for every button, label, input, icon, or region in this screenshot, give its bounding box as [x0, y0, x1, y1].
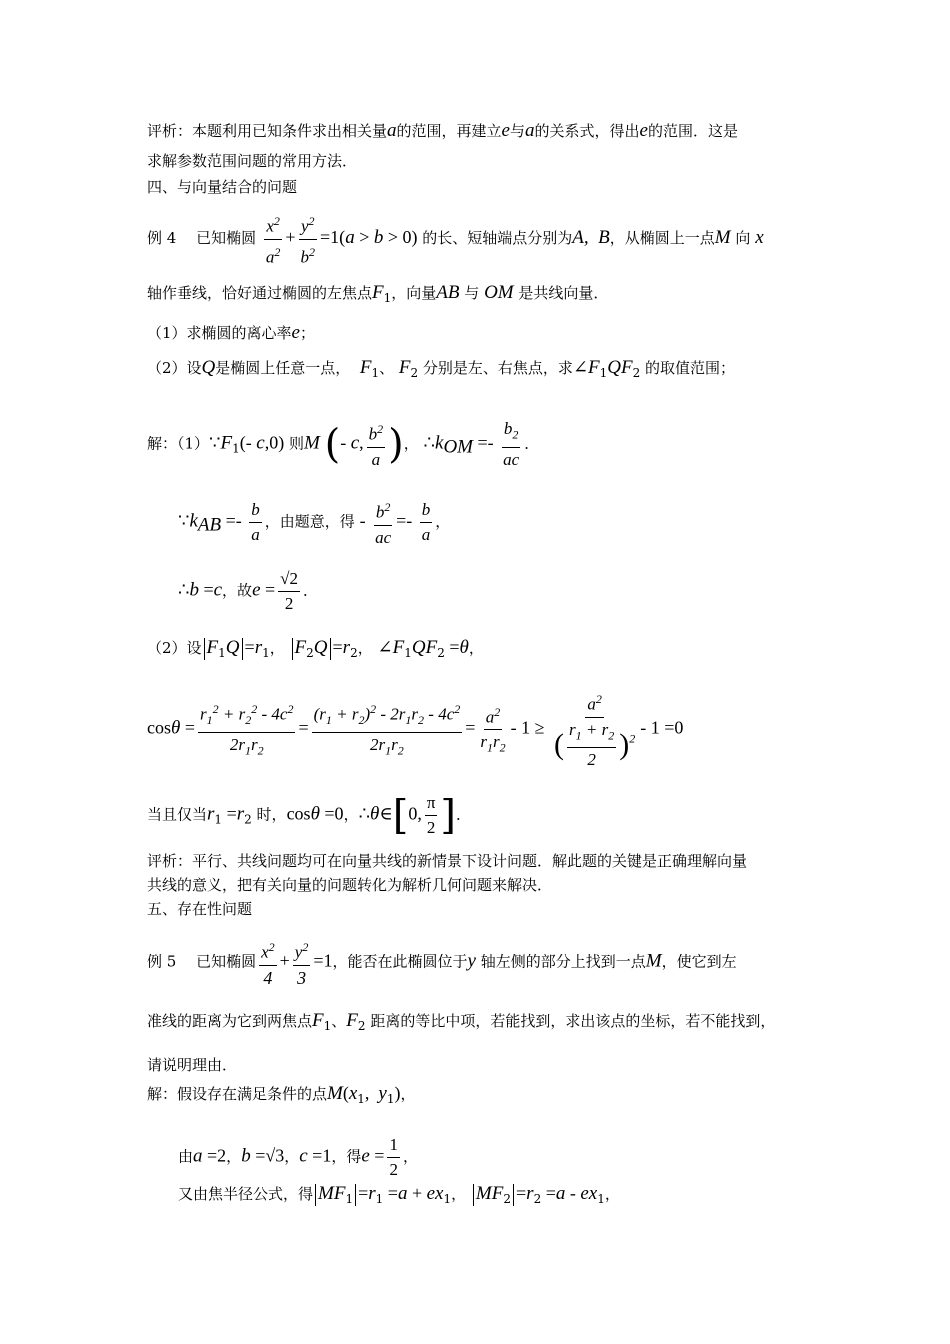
solution-5-line-3: 又由焦半径公式，得 $MF_1 =r_1 =a + ex_1$， $MF_2 =r_2 =a - ex_1$，	[178, 1183, 620, 1206]
example-5-line-2: 准线的距离为它到两焦点$F_1$、$F_2$ 距离的等比中项，若能找到，求出该点的坐标，若不能找到，	[147, 1010, 776, 1033]
solution-5-line-1: 解：假设存在满足条件的点$M(x_1$, $y_1$)，	[147, 1083, 416, 1106]
example-4-line-2: 轴作垂线，恰好通过椭圆的左焦点$F_1$，向量AB 与 OM 是共线向量．	[147, 282, 609, 305]
solution-1-line-1: 解：$(1)\because F_1(-$ c,0) 则M (- c, $\frac{b^2}{a}$ )， $\therefore k_{OM}$ =- $\frac{b_2}{ac}$ ．	[147, 419, 540, 469]
solution-5-line-2: 由a =2，b =√3，c =1，得e = $\frac{1}{2}$ ，	[178, 1135, 418, 1179]
comment-2-line-1: 评析：平行、共线问题均可在向量共线的新情景下设计问题．解此题的关键是正确理解向量	[147, 852, 748, 870]
solution-1-line-3: ∴b =c，故e = $\frac{√2}{2}$ ．	[178, 569, 319, 613]
comment-line-2: 求解参数范围问题的常用方法．	[147, 152, 358, 170]
solution-2-line-1: （2）设 $F_1Q =r_1$， $F_2Q =r_2$， $\angle F_1QF_2 =\theta$，	[147, 637, 484, 660]
question-2: （2）设Q是椭圆上任意一点， $F_1$、 $F_2$ 分别是左、右焦点，求$\angle F_1QF_2$ 的取值范围；	[147, 357, 736, 380]
example-5-line-1: 例 5 已知椭圆 $\frac{x^2}{4}$ + $\frac{y^2}{3}$ =1，能否在此椭圆位于y 轴左侧的部分上找到一点M，使它到左	[147, 936, 737, 989]
solution-1-line-2: $\because k_{AB}$ =- $\frac{b}{a}$ ，由题意，得 - $\frac{b^2}{ac}$ =- $\frac{b}{a}$ ，	[178, 496, 450, 549]
solution-2-conclusion: 当且仅当$r_1 =r_2$ 时，cosθ =0，∴θ∈[0, $\frac{\pi}{2}$ ]．	[147, 792, 472, 839]
question-1: （1）求椭圆的离心率e；	[147, 322, 315, 343]
comment-2-line-2: 共线的意义，把有关向量的问题转化为解析几何问题来解决．	[147, 876, 553, 894]
example-5-line-3: 请说明理由．	[147, 1056, 238, 1074]
section-heading-5: 五、存在性问题	[147, 900, 253, 918]
cosine-derivation: cosθ = $\frac{r_1^2 + r_2^2 - 4c^2}{2r_1r_2}$ = $\frac{(r_1 + r_2)^2 - 2r_1r_2 - 4c^2}{2r_1r_2}$ = $\frac{a^2}{r_1r_2}$ - 1 ≥ $a^2$ ( $\frac{r_1 + r_2}{2}$ )$^2$ - 1 =0	[147, 688, 683, 771]
section-heading-4: 四、与向量结合的问题	[147, 178, 298, 196]
comment-line-1: 评析：本题利用已知条件求出相关量a的范围，再建立e与a的关系式，得出e的范围．这是	[147, 120, 738, 141]
example-4-line-1: 例 4 已知椭圆 $\frac{x^2}{a^2}$ + $\frac{y^2}{b^2}$ =1(a > b > 0) 的长、短轴端点分别为A, B，从椭圆上一点M 向 x	[147, 210, 764, 268]
